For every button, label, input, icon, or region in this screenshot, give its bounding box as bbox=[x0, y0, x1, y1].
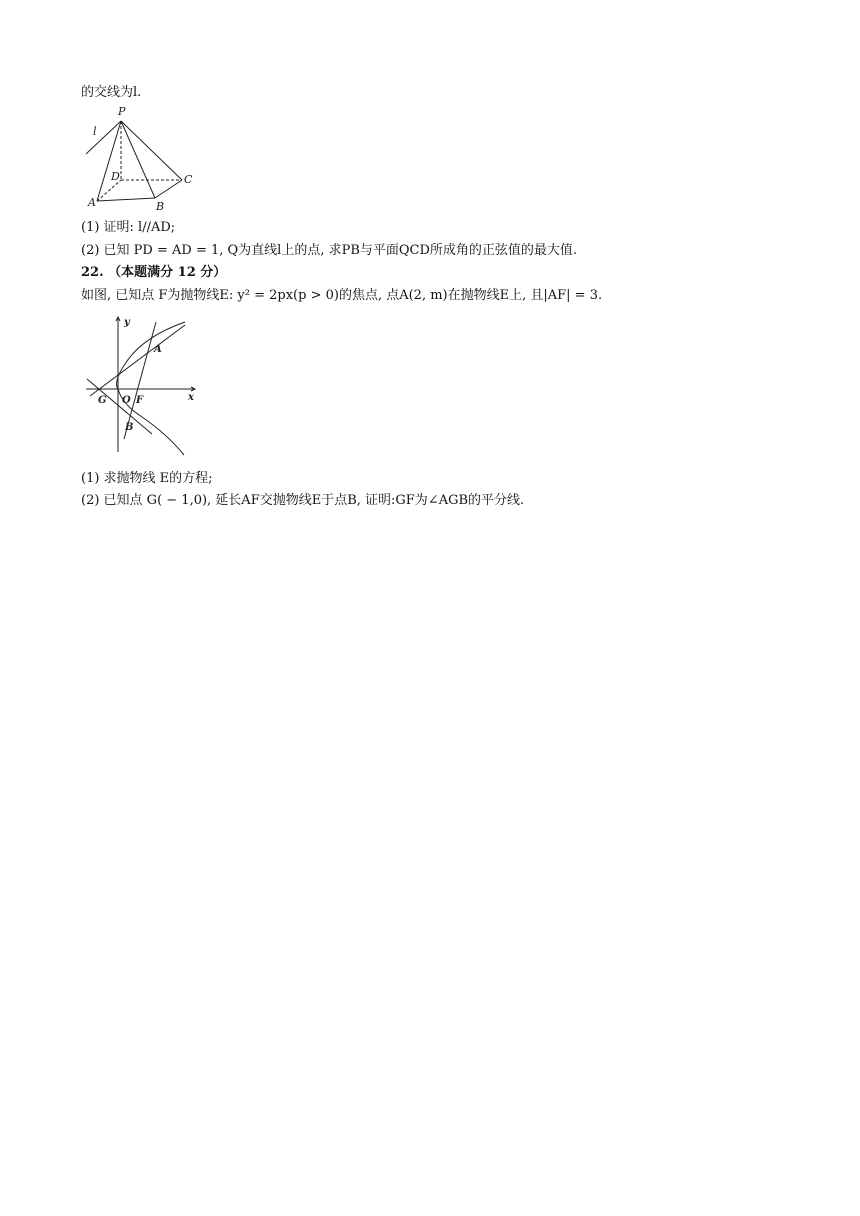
edge-pb bbox=[121, 121, 155, 198]
line-ga bbox=[90, 325, 185, 396]
label-g: G bbox=[98, 395, 107, 406]
edge-ab bbox=[97, 198, 155, 201]
label-x: x bbox=[188, 392, 194, 403]
q22-heading: 22. （本题满分 12 分） bbox=[81, 265, 227, 280]
q21-intro-tail: 的交线为l. bbox=[81, 85, 142, 100]
label-o: O bbox=[122, 395, 131, 406]
label-c: C bbox=[184, 173, 193, 186]
label-b: B bbox=[156, 200, 165, 213]
line-gb bbox=[87, 379, 152, 434]
label-p: P bbox=[118, 105, 126, 118]
pyramid-figure bbox=[82, 104, 202, 213]
edge-bc bbox=[155, 180, 182, 198]
label-f: F bbox=[136, 395, 144, 406]
label-l: l bbox=[93, 125, 97, 138]
q21-part2: (2) 已知 PD = AD = 1, Q为直线l上的点, 求PB与平面QCD所成角的正弦值的最大值. bbox=[81, 243, 578, 258]
parabola-figure bbox=[82, 312, 207, 462]
label-y: y bbox=[124, 317, 130, 328]
label-d: D bbox=[111, 170, 120, 183]
q21-part1: (1) 证明: l//AD; bbox=[81, 220, 176, 235]
label-a: A bbox=[88, 196, 96, 209]
q22-part2: (2) 已知点 G( − 1,0), 延长AF交抛物线E于点B, 证明:GF为∠AGB的平分线. bbox=[81, 493, 525, 508]
label-a2: A bbox=[154, 344, 162, 355]
label-b2: B bbox=[125, 422, 134, 433]
q22-statement: 如图, 已知点 F为抛物线E: y² = 2px(p > 0)的焦点, 点A(2, m)在抛物线E上, 且|AF| = 3. bbox=[81, 288, 603, 303]
q22-part1: (1) 求抛物线 E的方程; bbox=[81, 471, 213, 486]
edge-pc bbox=[121, 121, 182, 180]
